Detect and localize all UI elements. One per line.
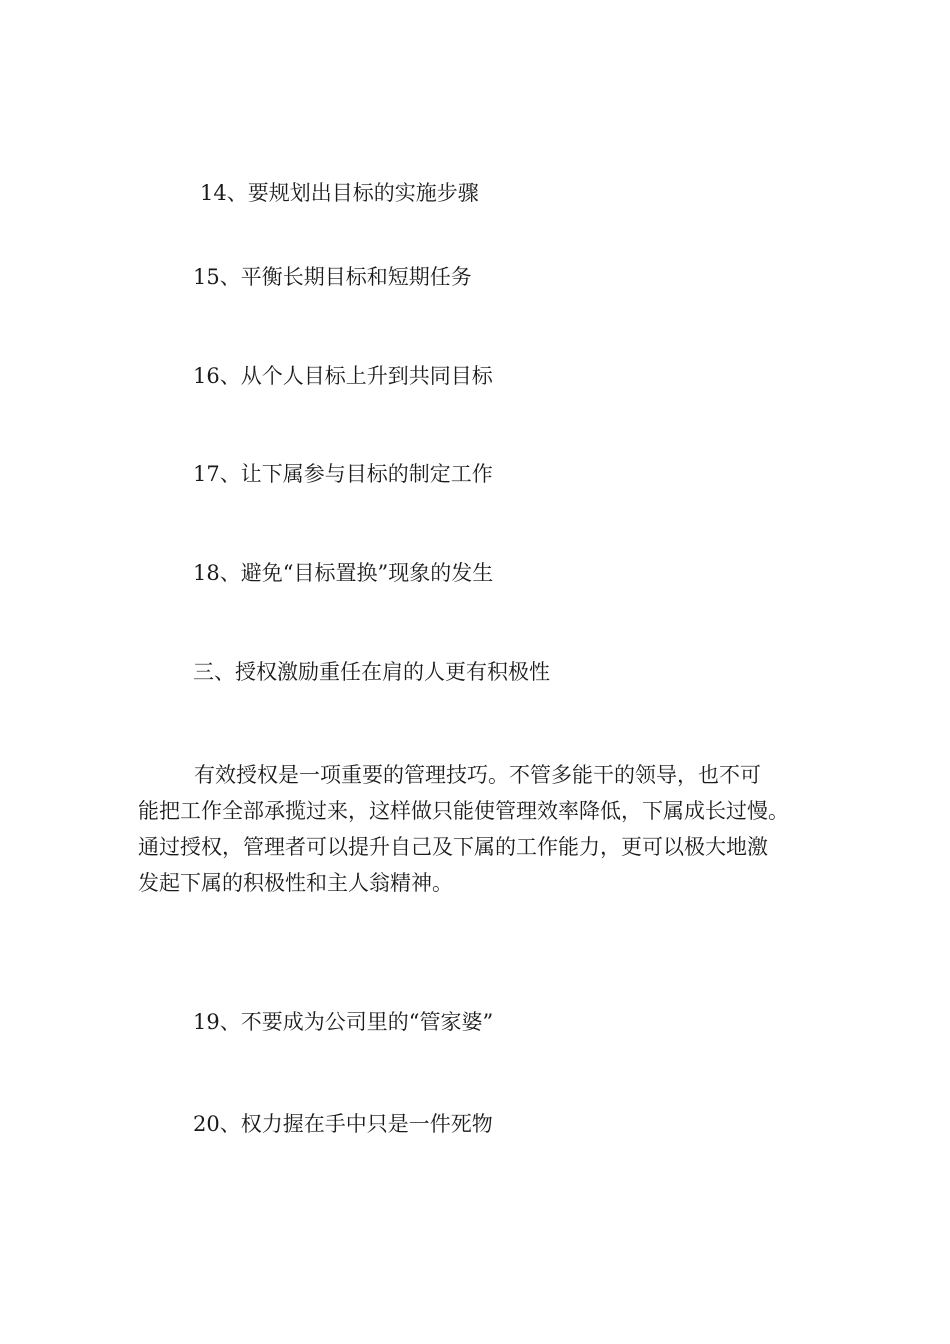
section-3-heading: 三、授权激励重任在肩的人更有积极性: [193, 660, 550, 684]
paragraph-line: 有效授权是一项重要的管理技巧。不管多能干的领导，也不可: [194, 763, 761, 787]
paragraph-line: 能把工作全部承揽过来，这样做只能使管理效率降低，下属成长过慢。: [138, 799, 789, 823]
item-17-heading: 17、让下属参与目标的制定工作: [193, 462, 493, 486]
item-15-heading: 15、平衡长期目标和短期任务: [193, 265, 472, 289]
paragraph-line: 发起下属的积极性和主人翁精神。: [138, 871, 453, 895]
item-20-heading: 20、权力握在手中只是一件死物: [193, 1112, 493, 1136]
item-14-heading: 14、要规划出目标的实施步骤: [200, 181, 479, 205]
body-paragraph: [138, 757, 828, 901]
item-18-heading: 18、避免“目标置换”现象的发生: [193, 561, 494, 585]
item-16-heading: 16、从个人目标上升到共同目标: [193, 364, 493, 388]
paragraph-line: 通过授权，管理者可以提升自己及下属的工作能力，更可以极大地激: [138, 835, 768, 859]
item-19-heading: 19、不要成为公司里的“管家婆”: [193, 1010, 494, 1034]
